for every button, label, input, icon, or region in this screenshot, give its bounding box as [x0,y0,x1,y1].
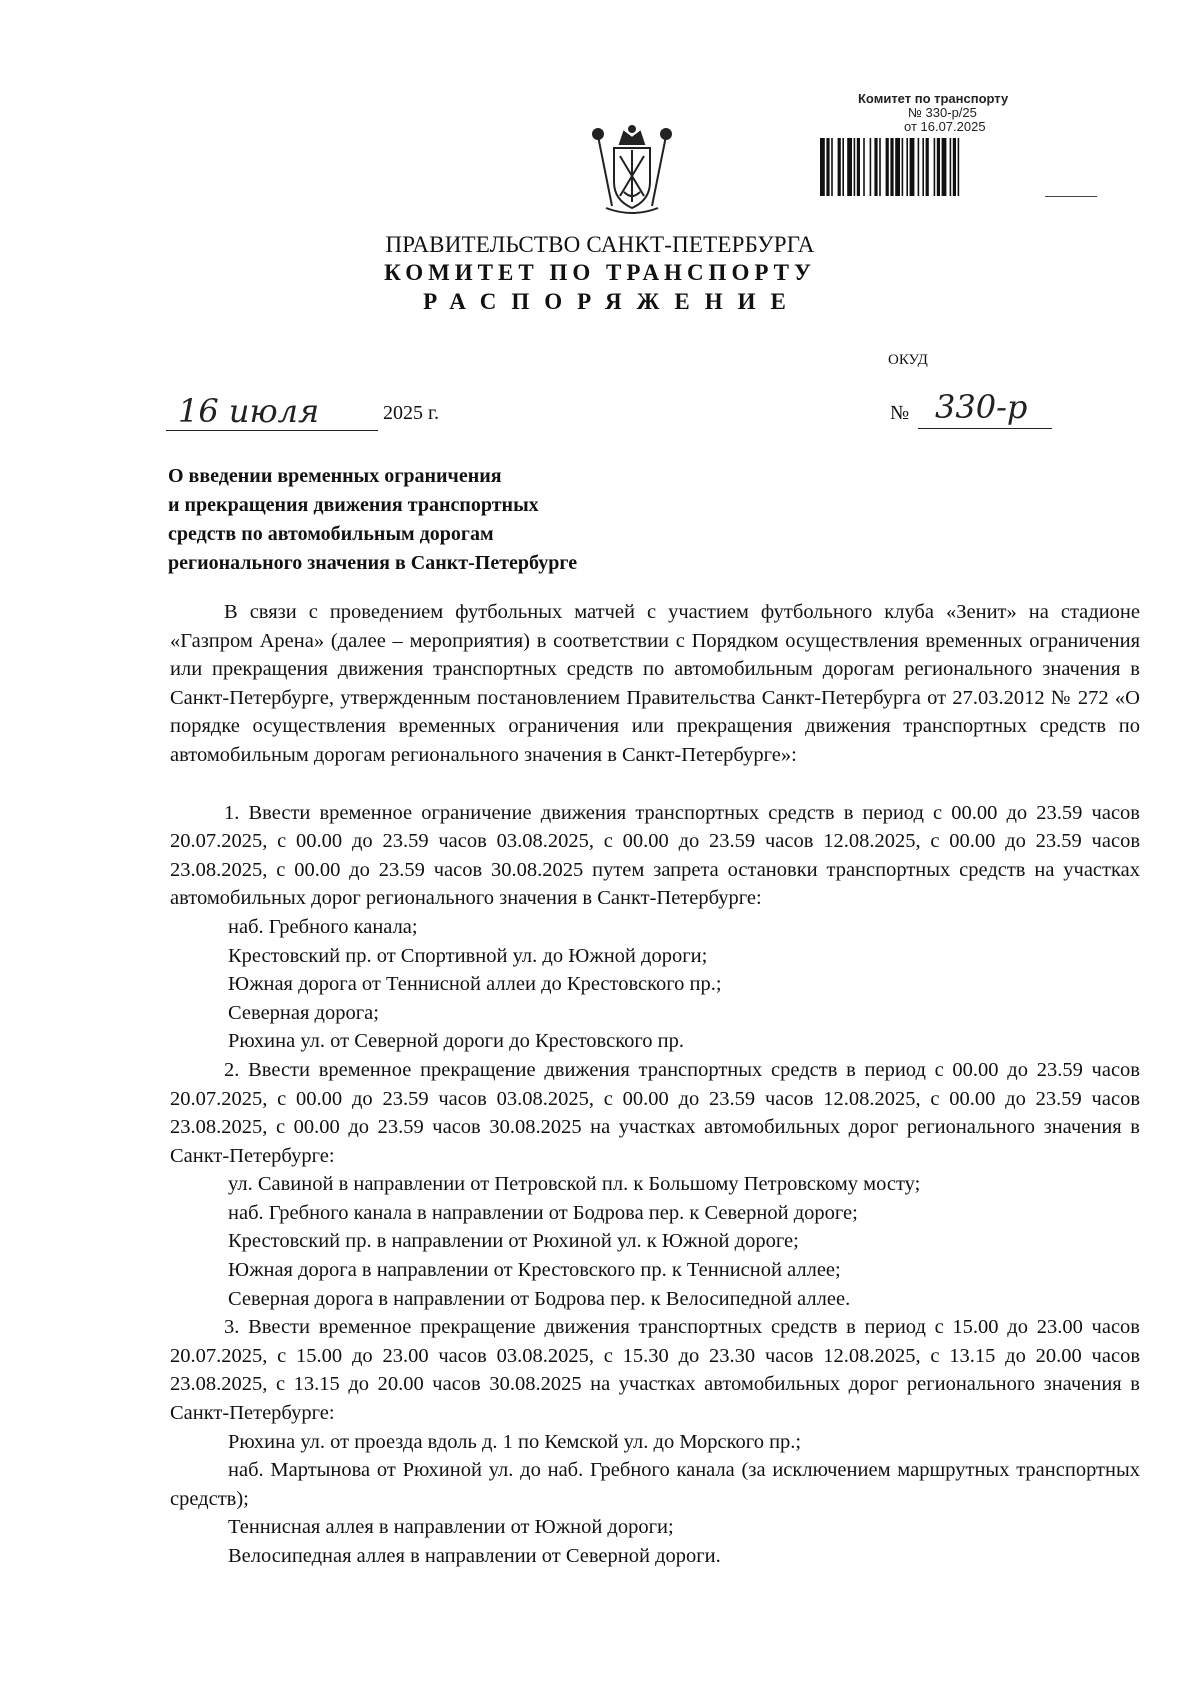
barcode-bar [910,138,915,196]
barcode-bar [870,138,872,196]
barcode-bar [937,138,940,196]
okud-label: ОКУД [888,352,928,368]
number-sign: № [890,402,910,424]
barcode-bar [895,138,900,196]
registration-stamp [820,92,1090,134]
item-3-paragraph: 3. Ввести временное прекращение движения транспортных средств в период с 15.00 до 23.00 часов 20.07.2025, с 15.00 до 23.00 часов 03.08.2025, с 15.30 до 23.30 часов 12.08.2025, с 13.15 до 20.00 часов 23.08.2025, с 13.15 до 20.00 часов 30.08.2025 на участках автомобильных дорог регионального значения в Санкт-Петербурге: [170,1316,1140,1425]
barcode-icon [820,138,1050,202]
road-item: Северная дорога в направлении от Бодрова пер. к Велосипедной аллее. [228,1287,851,1310]
stamp-organization: Комитет по транспорту [858,91,1009,106]
barcode-bar [831,138,833,196]
committee-title: КОМИТЕТ ПО ТРАНСПОРТУ [384,260,816,285]
barcode-bar [958,138,960,196]
barcode-bar [886,138,889,196]
road-item: Теннисная аллея в направлении от Южной дороги; [228,1516,674,1539]
subject-line: регионального значения в Санкт-Петербурге [168,552,578,574]
barcode-bar [838,138,841,196]
date-underline [166,430,378,431]
item-2-paragraph: 2. Ввести временное прекращение движения транспортных средств в период с 00.00 до 23.59 часов 20.07.2025, с 00.00 до 23.59 часов 03.08.2025, с 00.00 до 23.59 часов 12.08.2025, с 00.00 до 23.59 часов 23.08.2025, с 00.00 до 23.59 часов 30.08.2025 на участках автомобильных дорог регионального значения в Санкт-Петербурге: [170,1058,1140,1167]
coat-of-arms-icon [584,122,680,218]
barcode-bar [820,138,825,196]
barcode-bar [953,138,956,196]
number-underline [918,428,1052,429]
barcode-bar [842,138,844,196]
road-item: Южная дорога от Теннисной аллеи до Крестовского пр.; [228,973,722,996]
barcode-bar [934,138,936,196]
barcode-bar [950,138,952,196]
barcode-bar [902,138,904,196]
road-item: наб. Гребного канала; [228,915,418,938]
document-body [170,598,1140,1571]
stamp-number: № 330-р/25 [908,105,977,120]
road-item: Северная дорога; [228,1001,379,1024]
barcode-bar [874,138,877,196]
date-handwritten: 16 июля [178,392,320,430]
barcode-bar [918,138,920,196]
barcode-bar [857,138,860,196]
item-1-paragraph: 1. Ввести временное ограничение движения транспортных средств в период с 00.00 до 23.59 часов 20.07.2025, с 00.00 до 23.59 часов 03.08.2025, с 00.00 до 23.59 часов 12.08.2025, с 00.00 до 23.59 часов 23.08.2025, с 00.00 до 23.59 часов 30.08.2025 путем запрета остановки транспортных средств на участках автомобильных дорог регионального значения в Санкт-Петербурге: [170,801,1140,910]
barcode-bar [922,138,924,196]
barcode-bar [906,138,908,196]
barcode-bar [863,138,865,196]
barcode-bar [854,138,856,196]
barcode-underline [1045,196,1097,197]
road-item: Южная дорога в направлении от Крестовского пр. к Теннисной аллее; [228,1259,841,1282]
road-item: Крестовский пр. от Спортивной ул. до Южной дороги; [228,944,708,967]
barcode-bar [890,138,893,196]
subject-line: и прекращения движения транспортных [168,494,539,516]
road-item: Рюхина ул. от Северной дороги до Крестовского пр. [228,1030,684,1053]
government-title: ПРАВИТЕЛЬСТВО САНКТ-ПЕТЕРБУРГА [385,232,815,257]
road-item: Велосипедная аллея в направлении от Северной дороги. [228,1545,721,1567]
subject-line: средств по автомобильным дорогам [168,523,494,545]
road-item-wrapped: наб. Мартынова от Рюхиной ул. до наб. Гребного канала (за исключением маршрутных транспортных средств); [170,1459,1140,1510]
stamp-date: от 16.07.2025 [904,119,986,134]
subject-line: О введении временных ограничения [168,465,502,487]
barcode-bar [826,138,829,196]
barcode-bar [942,138,947,196]
barcode-bar [926,138,929,196]
barcode-bar [847,138,852,196]
document-subject [168,462,768,578]
intro-paragraph: В связи с проведением футбольных матчей с участием футбольного клуба «Зенит» на стадионе «Газпром Арена» (далее – мероприятия) в соответствии с Порядком осуществления временных ограничения или прекращения движения транспортных средств по автомобильным дорогам регионального значения в Санкт-Петербурге, утвержденным постановлением Правительства Санкт-Петербурга от 27.03.2012 № 272 «О порядке осуществления временных ограничения или прекращения движения транспортных средств по автомобильным дорогам регионального значения в Санкт-Петербурге»: [170,601,1140,766]
road-item: наб. Гребного канала в направлении от Бодрова пер. к Северной дороге; [228,1201,858,1224]
date-year: 2025 г. [383,402,439,424]
document-type: РАСПОРЯЖЕНИЕ [423,289,801,314]
barcode-bar [879,138,881,196]
road-item: Крестовский пр. в направлении от Рюхиной ул. к Южной дороге; [228,1230,799,1253]
road-item: ул. Савиной в направлении от Петровской пл. к Большому Петровскому мосту; [228,1173,921,1196]
road-item: Рюхина ул. от проезда вдоль д. 1 по Кемской ул. до Морского пр.; [228,1430,802,1453]
number-handwritten: 330-р [935,388,1028,426]
